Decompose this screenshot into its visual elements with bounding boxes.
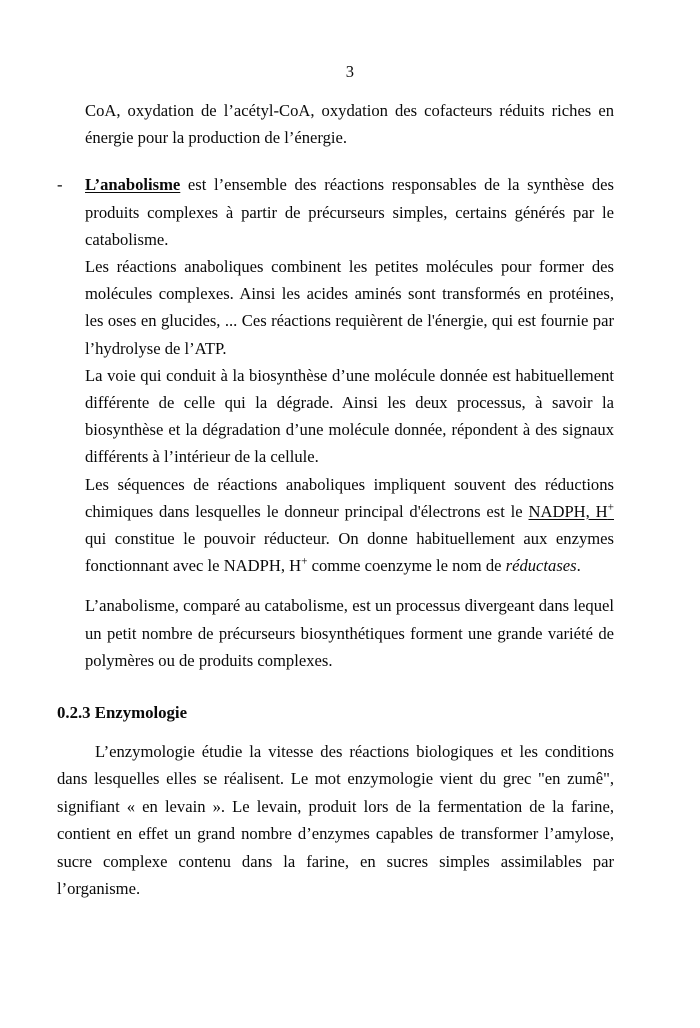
nadph-label: NADPH, H — [528, 501, 608, 521]
paragraph-anabolisme-compare: L’anabolisme, comparé au catabolisme, est un processus divergeant dans lequel un petit nombre de précurseurs biosynthétiques forment une grande variété de polymères ou de produits complexes. — [85, 596, 614, 670]
spacer — [85, 579, 614, 592]
nadph-plain-superscript-plus: + — [301, 555, 308, 568]
spacer — [57, 725, 614, 738]
spacer — [57, 674, 614, 701]
paragraph-voie-biosynthese: La voie qui conduit à la biosynthèse d’une molécule donnée est habituellement différente de celle qui la dégrade. Ainsi les deux processus, à savoir la biosynthèse et la dégradation d’une molécule donnée, répondent à des signaux différents à l’intérieur de la cellule. — [85, 365, 614, 467]
sequences-text-part-3: comme coenzyme le nom de — [307, 556, 506, 576]
spacer — [57, 151, 614, 171]
page-number: 3 — [345, 62, 355, 81]
term-anabolisme-definition: est l’ensemble des réactions responsables de la synthèse des produits complexes à partir de précurseurs simples, certains générés par le catabolisme. — [85, 175, 614, 249]
list-item-text — [85, 171, 614, 253]
paragraph-enzymologie: L’enzymologie étudie la vitesse des réactions biologiques et les conditions dans lesquelles elles se réalisent. Le mot enzymologie vient du grec "en zumê", signifiant « en levain ». Le levain, produit lors de la fermentation de la farine, contient en effet un grand nombre d’enzymes capables de transformer l’amylose, sucre complexe contenu dans la farine, en sucres simples assimilables par l’organisme. — [57, 742, 614, 899]
nadph-superscript-plus: + — [607, 501, 614, 514]
sequences-text-part-2: qui constitue le pouvoir réducteur. On donne habituellement aux enzymes fonctionnant avec le — [85, 529, 614, 576]
nadph-plain-label: NADPH, H — [223, 556, 302, 576]
anabolisme-detail-block — [85, 253, 614, 674]
intro-paragraph: CoA, oxydation de l’acétyl-CoA, oxydation des cofacteurs réduits riches en énergie pour la production de l’énergie. — [85, 101, 614, 148]
paragraph-sequences-anaboliques — [85, 471, 614, 580]
term-anabolisme: L’anabolisme — [85, 175, 181, 195]
body-text-column — [57, 97, 614, 903]
bullet-dash-marker: - — [57, 175, 63, 195]
paragraph-reactions-anaboliques: Les réactions anaboliques combinent les petites molécules pour former des molécules complexes. Ainsi les acides aminés sont transformés en protéines, les oses en glucides, ... Ces réactions requièrent de l'énergie, qui est fournie par l’hydrolyse de l’ATP. — [85, 257, 614, 358]
intro-paragraph-block — [85, 97, 614, 151]
italic-term-reductases: réductases — [505, 556, 577, 576]
sequences-text-part-1: Les séquences de réactions anaboliques impliquent souvent des réductions chimiques dans lesquelles le donneur principal d'électrons est le — [85, 474, 614, 521]
nadph-underlined — [529, 502, 615, 521]
sequences-text-part-4: . — [576, 556, 581, 576]
section-heading-enzymologie: 0.2.3 Enzymologie — [57, 703, 188, 723]
list-item-anabolisme — [57, 171, 614, 253]
